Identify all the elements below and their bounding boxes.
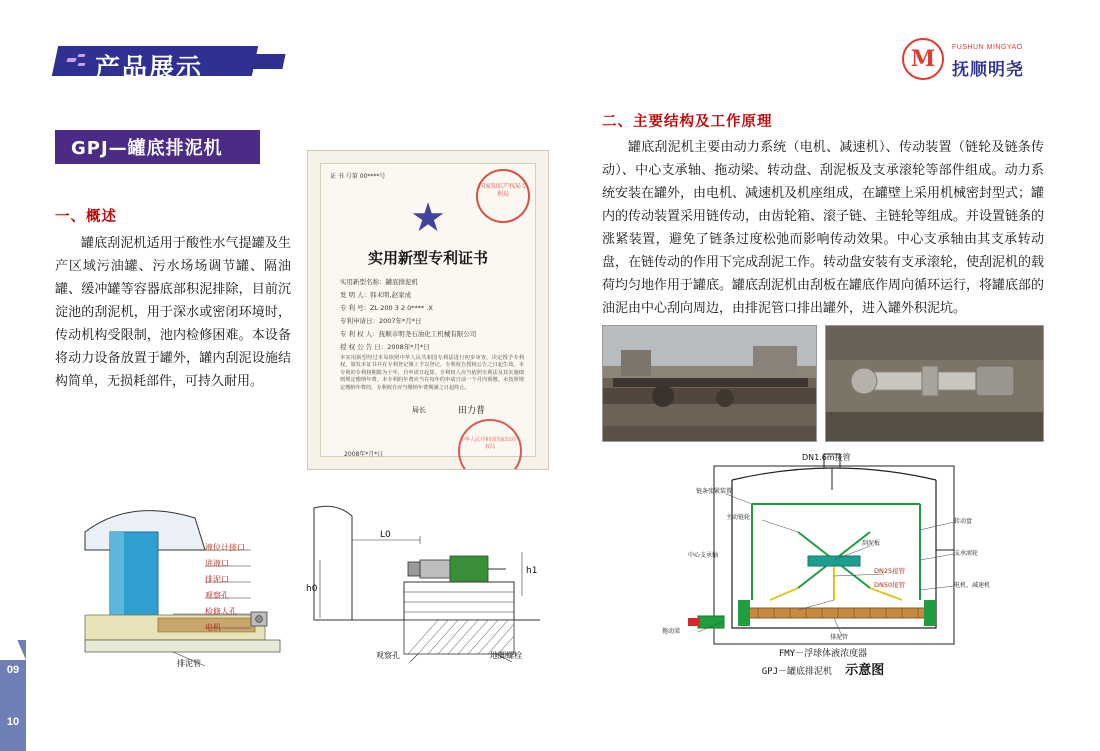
tank-label-5: 电机	[205, 623, 221, 632]
banner-bar-right	[238, 54, 285, 69]
certificate-number: 证 书 号第 00****号	[330, 173, 386, 180]
certificate-line-1: 发 明 人：韩术明,赵家成	[340, 291, 412, 299]
certificate-director-name: 田力普	[458, 406, 486, 416]
schematic-label-2: 刮泥板	[862, 540, 881, 547]
foundation-label-h0: h0	[306, 584, 318, 594]
logo-mark-icon	[902, 38, 944, 80]
schematic-label-3: 中心支承轴	[688, 552, 719, 559]
header-banner	[55, 42, 285, 80]
certificate-line-2: 专 利 号：ZL 200 3 2 0**** .X	[340, 304, 433, 312]
tank-label-3: 观察孔	[205, 591, 229, 600]
certificate-title: 实用新型专利证书	[367, 249, 488, 267]
certificate-crest-icon: ★	[410, 195, 446, 241]
photo-center-shaft-svg	[826, 326, 1044, 442]
product-title: GPJ—罐底排泥机	[71, 138, 223, 159]
schematic-label-6: 转动盘	[954, 518, 973, 525]
certificate-official-seal: 中华人民共和国国家知识产权局	[458, 419, 522, 470]
logo-mark-letter: M	[910, 46, 936, 72]
tank-label-4: 检修人孔	[205, 607, 237, 616]
schematic-label-9: 拖动梁	[662, 628, 681, 635]
schematic-label-4: DN25接管	[874, 567, 906, 575]
foundation-label-L0: L0	[380, 530, 391, 540]
section-2-heading: 二、主要结构及工作原理	[602, 114, 773, 130]
foundation-drawing	[300, 500, 550, 670]
logo-chinese-name: 抚顺明尧	[952, 60, 1024, 80]
certificate-line-5: 授 权 公 告 日：2008年*月*日	[340, 343, 430, 351]
schematic-caption-title: 示意图	[845, 663, 885, 678]
foundation-label-bottom-left: 观察孔	[376, 651, 400, 660]
certificate-line-4: 专 利 权 人：抚顺市明尧石油化工机械有限公司	[340, 330, 477, 338]
patent-certificate-image	[307, 150, 549, 470]
tank-label-2: 排泥口	[205, 575, 229, 584]
schematic-caption	[602, 646, 1044, 678]
schematic-label-10: 排泥管	[830, 634, 849, 641]
schematic-label-1: 主动链轮	[726, 514, 751, 521]
foundation-label-h1: h1	[526, 566, 538, 576]
tank-label-1: 进液口	[205, 559, 229, 568]
photo-chain-drive-svg	[603, 326, 817, 442]
photo-center-shaft	[825, 325, 1044, 442]
certificate-director-label: 局长	[412, 406, 426, 414]
certificate-body-note: 本实用新型经过本局依照中华人民共和国专利法进行初步审查，决定授予专利权，颁发本证书并在专利登记簿上予以登记。专利权自授权公告之日起生效。本专利的专利权期限为十年，自申请日起算。专利权人应当依照专利法及其实施细则规定缴纳年费。本专利的年费应当在每年的申请日前一个月内预缴。未按照规定缴纳年费的，专利权自应当缴纳年费期满之日起终止。	[340, 355, 524, 391]
photo-chain-drive	[602, 325, 817, 442]
foundation-label-bottom-right: 地脚螺栓	[490, 651, 522, 660]
schematic-caption-line1: FMY－浮球体液浓度器	[778, 649, 868, 659]
schematic-label-5: DN50接管	[874, 581, 906, 589]
tank-drawing-svg	[55, 490, 295, 670]
certificate-line-0: 实用新型名称：罐底排泥机	[340, 278, 418, 286]
schematic-label-7: 支承滚轮	[954, 550, 979, 557]
schematic-top-label: DN1.6m接管	[802, 453, 851, 462]
foundation-drawing-svg	[300, 500, 550, 670]
tank-label-0: 液位计接口	[205, 543, 245, 552]
certificate-line-3: 专利申请日：2007年*月*日	[340, 317, 422, 325]
section-1-heading: 一、概述	[55, 209, 117, 225]
tank-label-bottom: 排泥管	[177, 659, 201, 668]
edge-white-area	[0, 0, 26, 640]
section-1-body: 罐底刮泥机适用于酸性水气提罐及生产区域污油罐、污水场场调节罐、隔油罐、缓冲罐等容器底部积泥排除，目前沉淀池的刮泥机，用于深水或密闭环境时，传动机构受限制，池内检修困难。本设备将动力设备放置于罐外，罐内刮泥设施结构简单，无损耗部件，可持久耐用。	[55, 236, 291, 389]
page-edge-band	[0, 0, 26, 751]
banner-title: 产品展示	[95, 53, 204, 82]
schematic-label-8: 电机、减速机	[954, 582, 991, 589]
tank-section-drawing	[55, 490, 295, 670]
certificate-seal-date: 2008年*月*日	[344, 451, 384, 458]
product-title-plate	[55, 130, 260, 164]
schematic-label-0: 链条张紧装置	[696, 488, 733, 495]
company-logo	[902, 38, 1052, 84]
page-number-left: 09	[6, 664, 20, 676]
logo-english-name: FUSHUN MINGYAO	[952, 44, 1023, 51]
certificate-top-seal: 国家知识产权局专利局	[476, 169, 530, 223]
schematic-caption-line2: GPJ－罐底排泥机	[761, 667, 833, 677]
page-number-right: 10	[6, 716, 20, 728]
section-2-body: 罐底刮泥机主要由动力系统（电机、减速机）、传动装置（链轮及链条传动）、中心支承轴、拖动梁、转动盘、刮泥板及支承滚轮等部件组成。动力系统安装在罐外，由电机、减速机及机座组成，在罐壁上采用机械密封型式；罐内的传动装置采用链传动，由齿轮箱、滚子链、主链轮等组成。并设置链条的涨紧装置，避免了链条过度松弛而影响传动效果。中心支承轴由其支承转动盘，在链传动的作用下完成刮泥工作。转动盘安装有支承滚轮，使刮泥机的载荷均匀地作用于罐底。罐底刮泥机由刮板在罐底作周向循环运行，将罐底部的油泥由中心刮向周边，由排泥管口排出罐外，进入罐外积泥坑。	[602, 140, 1045, 316]
system-schematic	[602, 450, 1044, 680]
